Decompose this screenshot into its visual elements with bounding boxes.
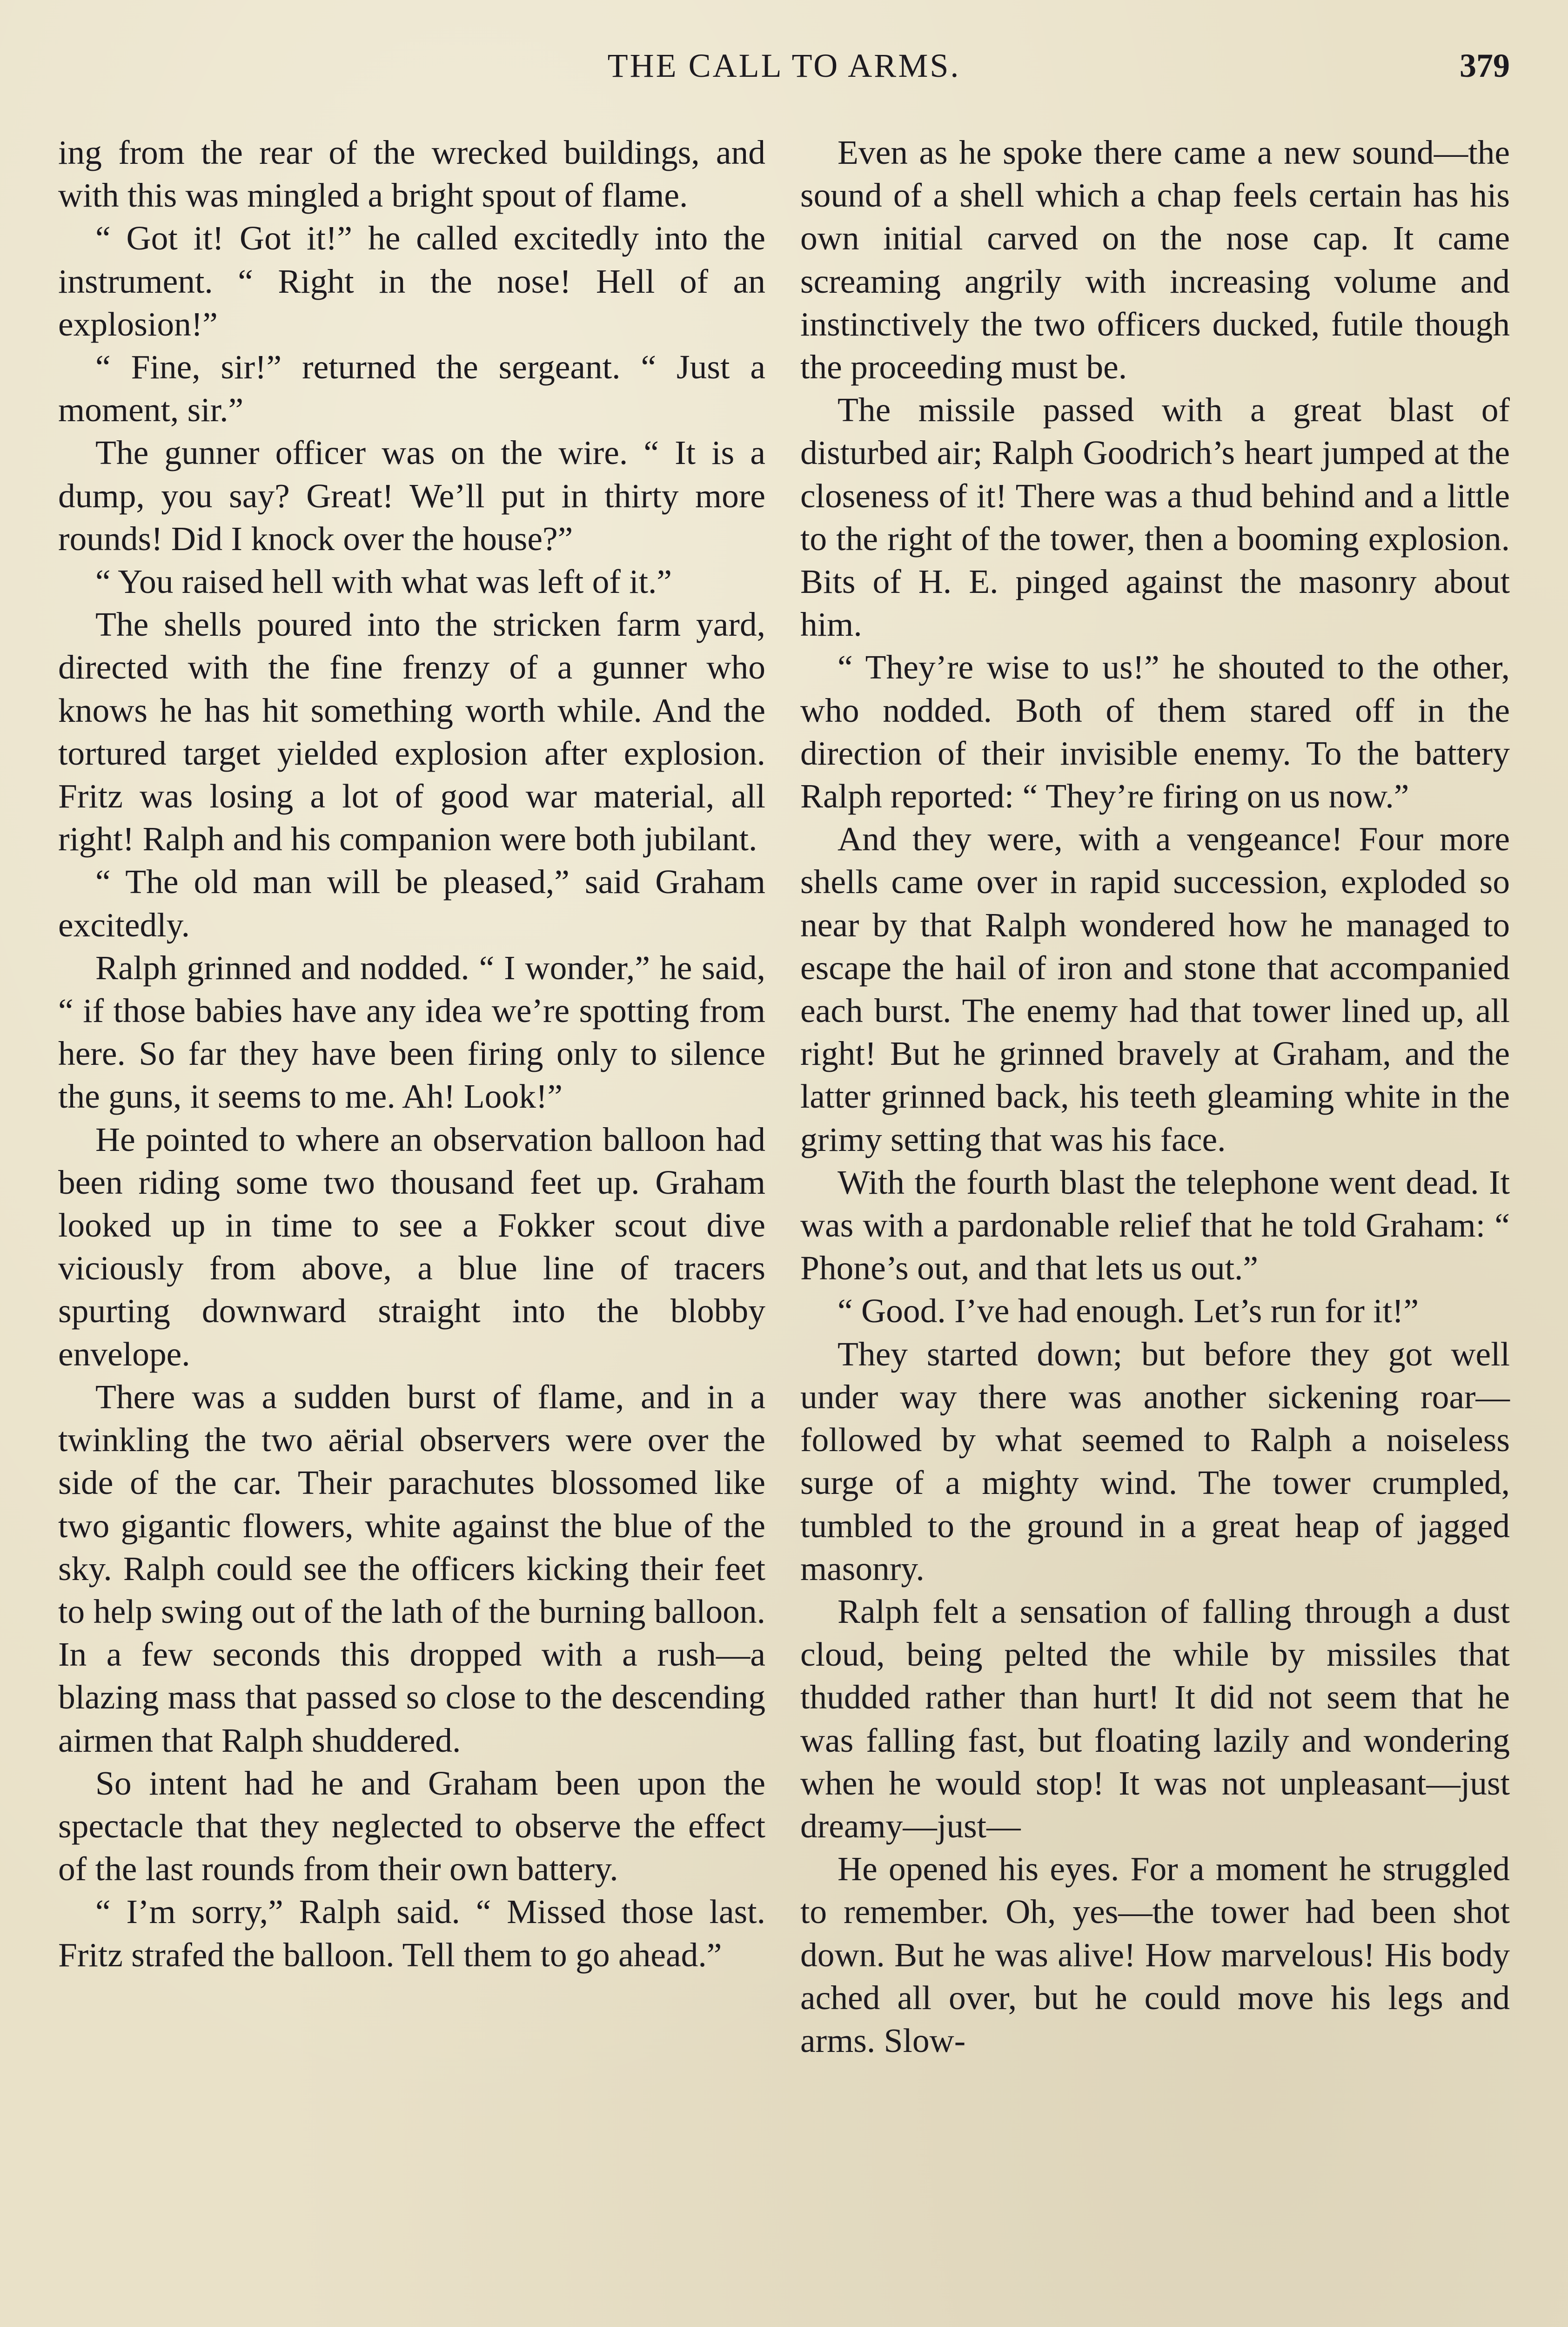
paragraph: “ They’re wise to us!” he shouted to the other, who nodded. Both of them stared off in the direction of their invisible enemy. To the battery Ralph reported: “ They’re firing on us now.”: [800, 648, 1510, 815]
paragraph: “ Got it! Got it!” he called excitedly into the instrument. “ Right in the nose! Hell of an explosion!”: [58, 219, 765, 343]
paragraph: Ralph grinned and nodded. “ I wonder,” he said, “ if those babies have any idea we’re spotting from here. So far they have been firing only to silence the guns, it seems to me. Ah! Look!”: [58, 948, 765, 1116]
paragraph: “ I’m sorry,” Ralph said. “ Missed those last. Fritz strafed the balloon. Tell them to go ahead.”: [58, 1893, 765, 1974]
running-title: THE CALL TO ARMS.: [607, 47, 961, 84]
paragraph: So intent had he and Graham been upon the spectacle that they neglected to observe the effect of the last rounds from their own battery.: [58, 1764, 765, 1888]
paragraph: ing from the rear of the wrecked buildings, and with this was mingled a bright spout of flame.: [58, 134, 765, 215]
paragraph: With the fourth blast the telephone went dead. It was with a pardonable relief that he told Graham: “ Phone’s out, and that lets us out.”: [800, 1163, 1510, 1287]
paragraph: The gunner officer was on the wire. “ It is a dump, you say? Great! We’ll put in thirty more rounds! Did I knock over the house?”: [58, 434, 765, 558]
paragraph: “ Good. I’ve had enough. Let’s run for it!”: [838, 1292, 1419, 1330]
page-number: 379: [1460, 47, 1510, 84]
paragraph: “ You raised hell with what was left of it.”: [95, 563, 672, 601]
paragraph: The shells poured into the stricken farm yard, directed with the fine frenzy of a gunner who knows he has hit something worth while. And the tortured target yielded explosion after explosion. Fritz was losing a lot of good war material, all right! Ralph and his companion were both jubilant.: [58, 605, 765, 858]
paragraph: “ Fine, sir!” returned the sergeant. “ Just a moment, sir.”: [58, 348, 765, 429]
paragraph: He pointed to where an observation balloon had been riding some two thousand feet up. Graham looked up in time to see a Fokker scout dive viciously from above, a blue line of tracers spurting downward straight into the blobby envelope.: [58, 1120, 765, 1373]
paragraph: And they were, with a vengeance! Four more shells came over in rapid succession, exploded so near by that Ralph wondered how he managed to escape the hail of iron and stone that accompanied each burst. The enemy had that tower lined up, all right! But he grinned bravely at Graham, and the latter grinned back, his teeth gleaming white in the grimy setting that was his face.: [800, 820, 1510, 1158]
paragraph: He opened his eyes. For a moment he struggled to remember. Oh, yes—the tower had been shot down. But he was alive! How marvelous! His body ached all over, but he could move his legs and arms. Slow-: [800, 1850, 1510, 2059]
paragraph: There was a sudden burst of flame, and in a twinkling the two aërial observers were over the side of the car. Their parachutes blossomed like two gigantic flowers, white against the blue of the sky. Ralph could see the officers kicking their feet to help swing out of the lath of the burning balloon. In a few seconds this dropped with a rush—a blazing mass that passed so close to the descending airmen that Ralph shuddered.: [58, 1378, 765, 1759]
paragraph: Ralph felt a sensation of falling through a dust cloud, being pelted the while by missiles that thudded rather than hurt! It did not seem that he was falling fast, but floating lazily and wondering when he would stop! It was not unpleasant—just dreamy—just—: [800, 1592, 1510, 1845]
paragraph: They started down; but before they got well under way there was another sickening roar—followed by what seemed to Ralph a noiseless surge of a mighty wind. The tower crumpled, tumbled to the ground in a great heap of jagged masonry.: [800, 1335, 1510, 1587]
paragraph: “ The old man will be pleased,” said Graham excitedly.: [58, 863, 765, 944]
left-column: [58, 131, 765, 1977]
paragraph: Even as he spoke there came a new sound—the sound of a shell which a chap feels certain has his own initial carved on the nose cap. It came screaming angrily with increasing volume and instinctively the two officers ducked, futile though the proceeding must be.: [800, 134, 1510, 386]
right-column: [800, 131, 1510, 2062]
paragraph: The missile passed with a great blast of disturbed air; Ralph Goodrich’s heart jumped at the closeness of it! There was a thud behind and a little to the right of the tower, then a booming explosion. Bits of H. E. pinged against the masonry about him.: [800, 391, 1510, 644]
running-header: [58, 47, 1510, 102]
